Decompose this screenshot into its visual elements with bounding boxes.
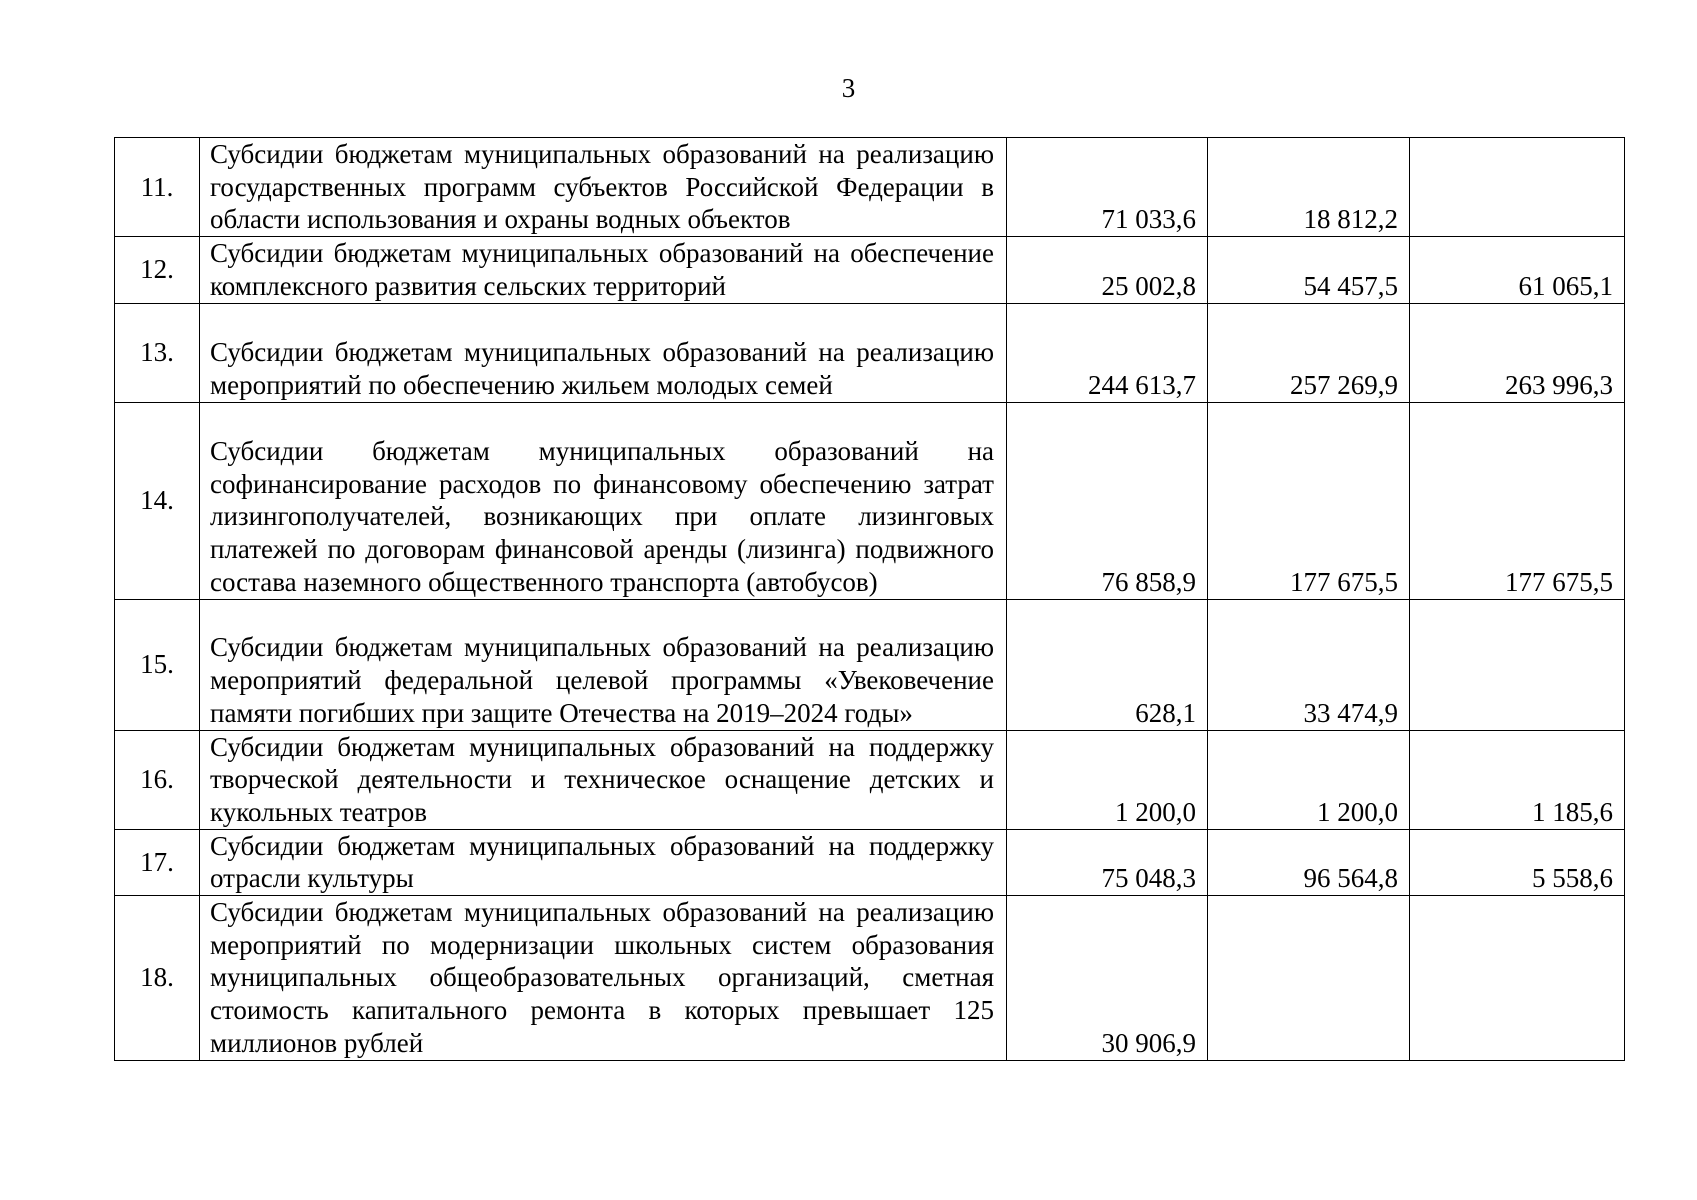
table-row: [115, 402, 1625, 599]
table-row: [115, 896, 1625, 1061]
row-value-3: 61 065,1: [1410, 237, 1625, 303]
table-row: [115, 138, 1625, 237]
row-number: 18.: [115, 896, 200, 1061]
row-number: 11.: [115, 138, 200, 237]
row-value-3: [1410, 599, 1625, 730]
row-value-1: 244 613,7: [1007, 303, 1208, 402]
row-value-3: 263 996,3: [1410, 303, 1625, 402]
row-description: Субсидии бюджетам муниципальных образований на реализацию мероприятий федеральной целевой программы «Увековечение памяти погибших при защите Отечества на 2019–2024 годы»: [200, 599, 1007, 730]
row-value-2: 177 675,5: [1208, 402, 1410, 599]
row-value-3: 5 558,6: [1410, 829, 1625, 895]
table-row: [115, 730, 1625, 829]
row-value-2: [1208, 896, 1410, 1061]
row-value-1: 1 200,0: [1007, 730, 1208, 829]
row-description: Субсидии бюджетам муниципальных образований на реализацию государственных программ субъектов Российской Федерации в области использования и охраны водных объектов: [200, 138, 1007, 237]
row-value-1: 75 048,3: [1007, 829, 1208, 895]
row-number: 16.: [115, 730, 200, 829]
row-description: Субсидии бюджетам муниципальных образований на поддержку творческой деятельности и техническое оснащение детских и кукольных театров: [200, 730, 1007, 829]
row-value-2: 33 474,9: [1208, 599, 1410, 730]
row-value-3: [1410, 138, 1625, 237]
subsidies-table: [114, 137, 1625, 1061]
table-row: [115, 237, 1625, 303]
row-value-2: 18 812,2: [1208, 138, 1410, 237]
row-value-2: 1 200,0: [1208, 730, 1410, 829]
table-row: [115, 829, 1625, 895]
row-number: 14.: [115, 402, 200, 599]
row-value-1: 628,1: [1007, 599, 1208, 730]
row-description: Субсидии бюджетам муниципальных образований на софинансирование расходов по финансовому обеспечению затрат лизингополучателей, возникающих при оплате лизинговых платежей по договорам финансовой аренды (лизинга) подвижного состава наземного общественного транспорта (автобусов): [200, 402, 1007, 599]
row-value-3: [1410, 896, 1625, 1061]
row-value-3: 177 675,5: [1410, 402, 1625, 599]
page-number: 3: [841, 73, 856, 103]
row-description: Субсидии бюджетам муниципальных образований на реализацию мероприятий по обеспечению жильем молодых семей: [200, 303, 1007, 402]
row-description: Субсидии бюджетам муниципальных образований на поддержку отрасли культуры: [200, 829, 1007, 895]
row-description: Субсидии бюджетам муниципальных образований на реализацию мероприятий по модернизации школьных систем образования муниципальных общеобразовательных организаций, сметная стоимость капитального ремонта в которых превышает 125 миллионов рублей: [200, 896, 1007, 1061]
row-number: 17.: [115, 829, 200, 895]
row-value-2: 96 564,8: [1208, 829, 1410, 895]
row-number: 15.: [115, 599, 200, 730]
row-value-1: 76 858,9: [1007, 402, 1208, 599]
table-row: [115, 303, 1625, 402]
row-value-2: 54 457,5: [1208, 237, 1410, 303]
row-number: 12.: [115, 237, 200, 303]
table-row: [115, 599, 1625, 730]
row-value-1: 30 906,9: [1007, 896, 1208, 1061]
row-value-3: 1 185,6: [1410, 730, 1625, 829]
row-number: 13.: [115, 303, 200, 402]
row-value-1: 25 002,8: [1007, 237, 1208, 303]
row-description: Субсидии бюджетам муниципальных образований на обеспечение комплексного развития сельских территорий: [200, 237, 1007, 303]
row-value-2: 257 269,9: [1208, 303, 1410, 402]
row-value-1: 71 033,6: [1007, 138, 1208, 237]
